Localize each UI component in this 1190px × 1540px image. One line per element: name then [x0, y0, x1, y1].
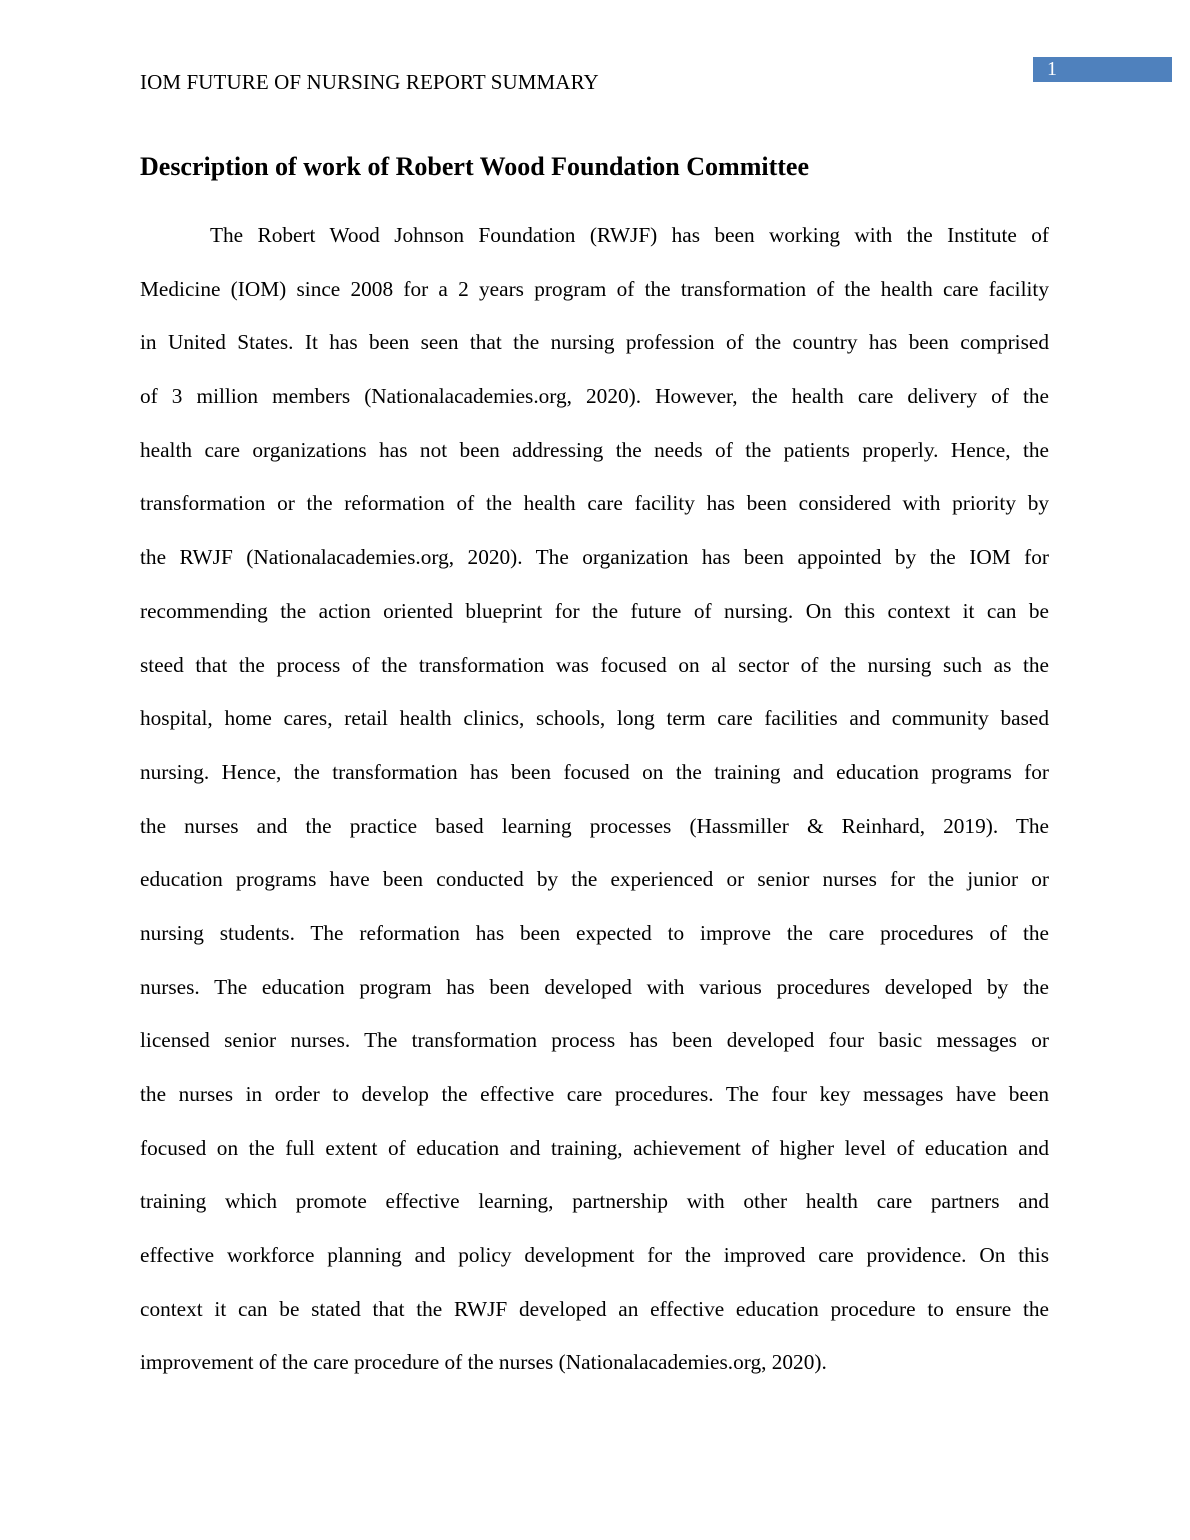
section-heading: Description of work of Robert Wood Foundation Committee: [140, 152, 809, 181]
paragraph-line: Medicine (IOM) since 2008 for a 2 years program of the transformation of the health care facility: [140, 276, 1049, 301]
paragraph-line: the RWJF (Nationalacademies.org, 2020). The organization has been appointed by the IOM for: [140, 545, 1049, 570]
paragraph-line: focused on the full extent of education and training, achievement of higher level of education and: [140, 1135, 1049, 1160]
paragraph-line: improvement of the care procedure of the nurses (Nationalacademies.org, 2020).: [140, 1350, 827, 1375]
paragraph-line: of 3 million members (Nationalacademies.org, 2020). However, the health care delivery of the: [140, 384, 1049, 409]
paragraph-line: in United States. It has been seen that the nursing profession of the country has been comprised: [140, 330, 1049, 355]
paragraph-line: health care organizations has not been addressing the needs of the patients properly. Hence, the: [140, 437, 1049, 462]
paragraph-line: context it can be stated that the RWJF developed an effective education procedure to ensure the: [140, 1296, 1049, 1321]
paragraph-line: licensed senior nurses. The transformation process has been developed four basic messages or: [140, 1028, 1049, 1053]
page-number: 1: [1047, 58, 1057, 80]
paragraph-line: training which promote effective learning, partnership with other health care partners and: [140, 1189, 1049, 1214]
page-number-badge: [1033, 57, 1172, 82]
paragraph-line: the nurses in order to develop the effective care procedures. The four key messages have been: [140, 1082, 1049, 1106]
paragraph-line: hospital, home cares, retail health clinics, schools, long term care facilities and community based: [140, 706, 1049, 731]
paragraph-line: transformation or the reformation of the health care facility has been considered with priority by: [140, 491, 1049, 516]
paragraph-line: recommending the action oriented blueprint for the future of nursing. On this context it can be: [140, 598, 1049, 623]
paragraph-line: The Robert Wood Johnson Foundation (RWJF) has been working with the Institute of: [210, 223, 1049, 247]
paragraph-line: nursing. Hence, the transformation has been focused on the training and education programs for: [140, 759, 1049, 784]
paragraph-line: nurses. The education program has been developed with various procedures developed by the: [140, 974, 1049, 999]
body-paragraph: [140, 209, 1049, 1390]
paragraph-line: nursing students. The reformation has been expected to improve the care procedures of the: [140, 920, 1049, 945]
paragraph-line: the nurses and the practice based learning processes (Hassmiller & Reinhard, 2019). The: [140, 813, 1049, 838]
paragraph-line: education programs have been conducted by the experienced or senior nurses for the junior or: [140, 867, 1049, 892]
running-head: IOM FUTURE OF NURSING REPORT SUMMARY: [140, 70, 599, 94]
paragraph-line: steed that the process of the transformation was focused on al sector of the nursing such as the: [140, 652, 1049, 677]
paragraph-line: effective workforce planning and policy development for the improved care providence. On this: [140, 1243, 1049, 1268]
